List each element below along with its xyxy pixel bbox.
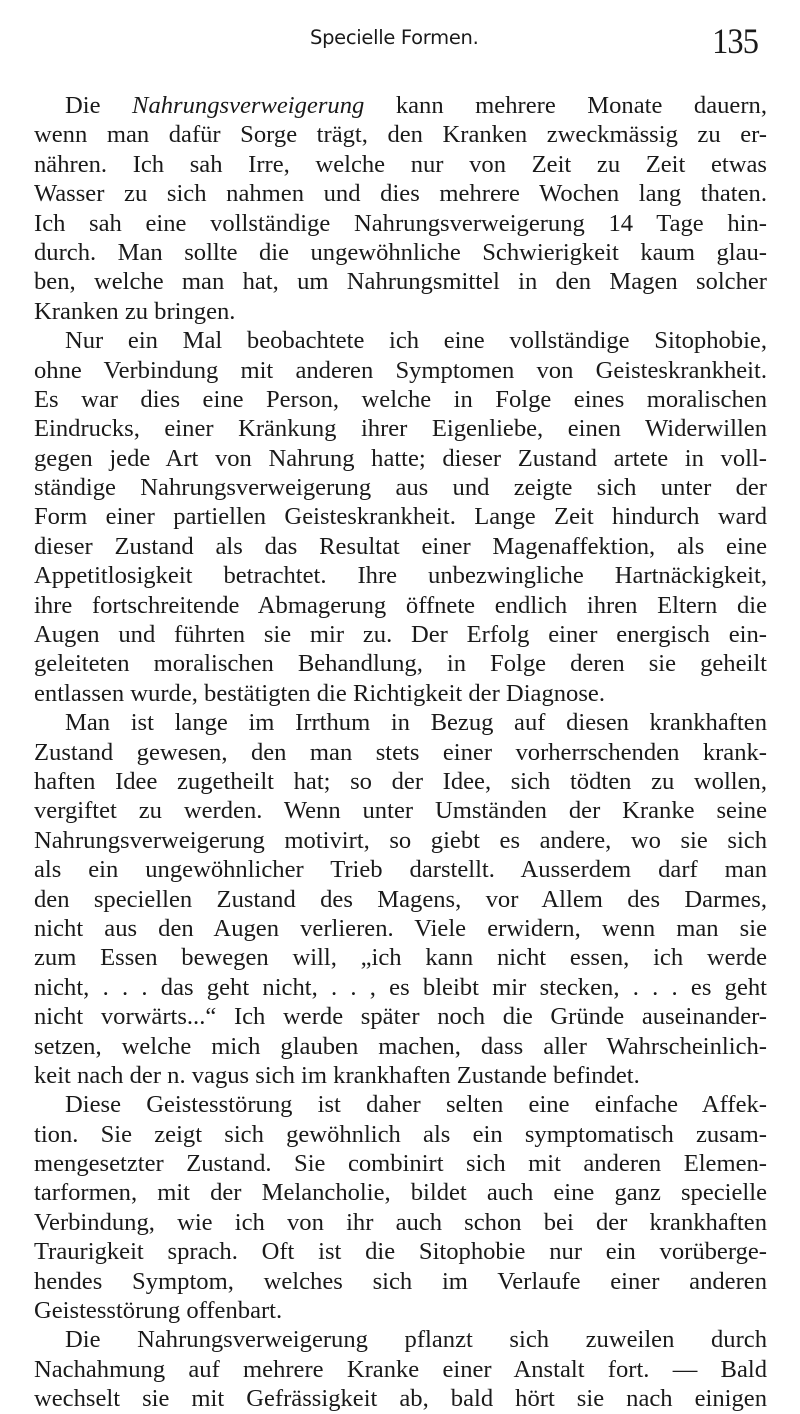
text-line: Augen und führten sie mir zu. Der Erfolg einer energisch ein- [34,621,767,649]
text-line: ihre fortschreitende Abmagerung öffnete endlich ihren Eltern die [34,591,767,619]
page-number: 135 [712,21,758,61]
text-line: Verbindung, wie ich von ihr auch schon bei der krankhaften [34,1208,767,1236]
text-line: als ein ungewöhnlicher Trieb darstellt. Ausserdem darf man [34,856,767,884]
text-line: nicht aus den Augen verlieren. Viele erwidern, wenn man sie [34,914,767,942]
text-line: Traurigkeit sprach. Oft ist die Sitophobie nur ein vorüberge- [34,1238,767,1266]
text-line: Appetitlosigkeit betrachtet. Ihre unbezwingliche Hartnäckigkeit, [34,562,767,590]
text-line: ohne Verbindung mit anderen Symptomen von Geisteskrankheit. [34,356,767,384]
text-line: Eindrucks, einer Kränkung ihrer Eigenliebe, einen Widerwillen [34,415,767,443]
text-line: zum Essen bewegen will, „ich kann nicht essen, ich werde [34,944,767,972]
text-line: geleiteten moralischen Behandlung, in Folge deren sie geheilt [34,650,767,678]
text-line: Es war dies eine Person, welche in Folge eines moralischen [34,385,767,413]
text-line: Man ist lange im Irrthum in Bezug auf diesen krankhaften [65,709,767,737]
text-line: ben, welche man hat, um Nahrungsmittel in den Magen solcher [34,268,767,296]
text-line: Ich sah eine vollständige Nahrungsverweigerung 14 Tage hin- [34,209,767,237]
text-line: haften Idee zugetheilt hat; so der Idee, sich tödten zu wollen, [34,767,767,795]
text-line: Nachahmung auf mehrere Kranke einer Anstalt fort. — Bald [34,1355,767,1383]
text-line: entlassen wurde, bestätigten die Richtigkeit der Diagnose. [34,679,605,707]
text-line: nicht vorwärts...“ Ich werde später noch die Gründe auseinander- [34,1003,767,1031]
text-line: Zustand gewesen, den man stets einer vorherrschenden krank- [34,738,767,766]
body-text [34,91,767,1414]
text-line: wenn man dafür Sorge trägt, den Kranken zweckmässig zu er- [34,121,767,149]
text-line: ständige Nahrungsverweigerung aus und zeigte sich unter der [34,474,767,502]
text-line: Nur ein Mal beobachtete ich eine vollständige Sitophobie, [65,327,767,355]
text-line: den speciellen Zustand des Magens, vor Allem des Darmes, [34,885,767,913]
text-line: durch. Man sollte die ungewöhnliche Schwierigkeit kaum glau- [34,238,767,266]
text-line: Die Nahrungsverweigerung kann mehrere Monate dauern, [65,92,767,119]
text-line: mengesetzter Zustand. Sie combinirt sich mit anderen Elemen- [34,1150,767,1178]
text-line: vergiftet zu werden. Wenn unter Umständen der Kranke seine [34,797,767,825]
text-line: nicht, . . . das geht nicht, . . , es bleibt mir stecken, . . . es geht [34,973,767,1001]
text-line: Kranken zu bringen. [34,297,236,325]
text-line: Nahrungsverweigerung motivirt, so giebt es andere, wo sie sich [34,826,767,854]
text-line: setzen, welche mich glauben machen, dass aller Wahrscheinlich- [34,1032,767,1060]
text-line: wechselt sie mit Gefrässigkeit ab, bald hört sie nach einigen [34,1385,767,1413]
text-line: keit nach der n. vagus sich im krankhaften Zustande befindet. [34,1061,640,1089]
text-line: Wasser zu sich nahmen und dies mehrere Wochen lang thaten. [34,180,767,208]
running-title: Specielle Formen. [310,26,479,49]
text-line: Die Nahrungsverweigerung pflanzt sich zuweilen durch [65,1326,767,1354]
text-line: Geistesstörung offenbart. [34,1297,283,1325]
emphasized-term: Nahrungsverweigerung [132,92,365,119]
text-line: Diese Geistesstörung ist daher selten eine einfache Affek- [65,1091,767,1119]
text-line: tion. Sie zeigt sich gewöhnlich als ein symptomatisch zusam- [34,1120,767,1148]
text-line: hendes Symptom, welches sich im Verlaufe einer anderen [34,1267,767,1295]
running-head [300,20,770,70]
text-line: nähren. Ich sah Irre, welche nur von Zeit zu Zeit etwas [34,150,767,178]
text-line: tarformen, mit der Melancholie, bildet auch eine ganz specielle [34,1179,767,1207]
text-line: Form einer partiellen Geisteskrankheit. Lange Zeit hindurch ward [34,503,767,531]
text-line: dieser Zustand als das Resultat einer Magenaffektion, als eine [34,532,767,560]
text-line: gegen jede Art von Nahrung hatte; dieser Zustand artete in voll- [34,444,767,472]
